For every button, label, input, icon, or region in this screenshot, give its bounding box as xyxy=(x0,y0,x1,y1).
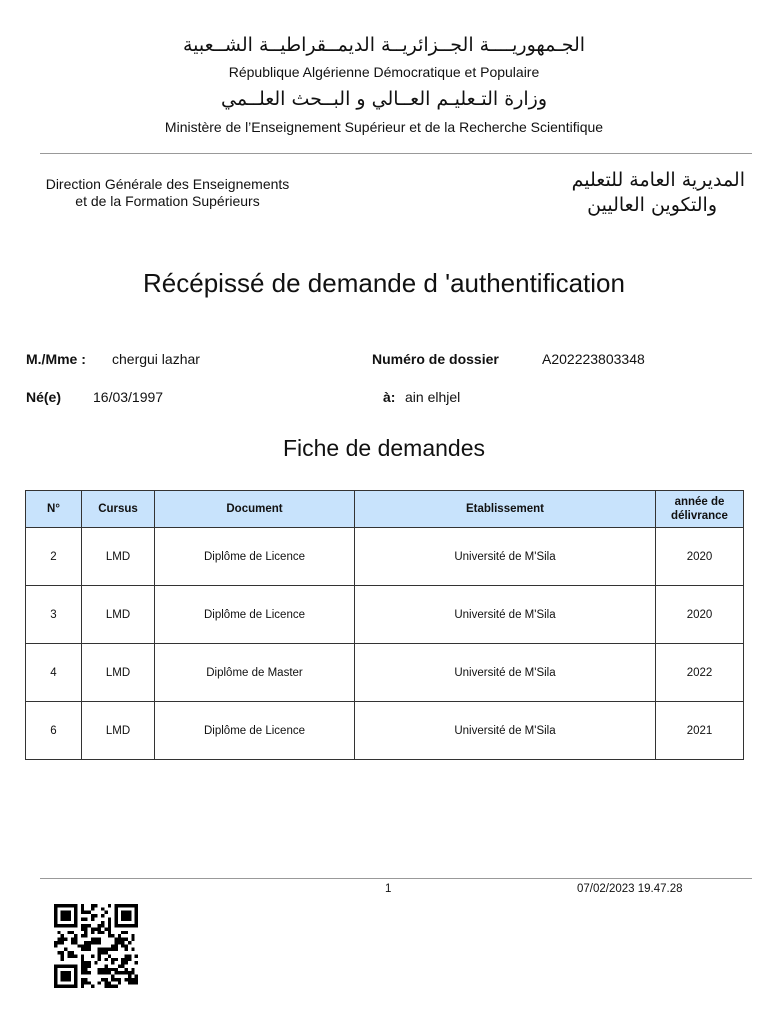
birth-place-label: à: xyxy=(383,389,396,405)
name-label: M./Mme : xyxy=(26,351,86,367)
cell-number: 3 xyxy=(26,586,82,644)
french-republic-heading: République Algérienne Démocratique et Populaire xyxy=(228,64,540,80)
header-annee-line-2: délivrance xyxy=(671,510,728,522)
cell-annee: 2022 xyxy=(656,644,744,702)
header-document: Document xyxy=(155,491,355,528)
cell-cursus: LMD xyxy=(82,528,155,586)
cell-cursus: LMD xyxy=(82,586,155,644)
header-etablissement: Etablissement xyxy=(355,491,656,528)
french-direction-line-1: Direction Générale des Enseignements xyxy=(45,176,290,192)
table-header-row xyxy=(26,491,744,528)
cell-document: Diplôme de Licence xyxy=(155,528,355,586)
cell-document: Diplôme de Licence xyxy=(155,702,355,760)
table-row xyxy=(26,528,744,586)
page-number: 1 xyxy=(385,883,392,895)
requests-section-title: Fiche de demandes xyxy=(282,435,485,461)
cell-annee: 2020 xyxy=(656,586,744,644)
french-ministry-heading: Ministère de l’Enseignement Supérieur et de la Recherche Scientifique xyxy=(164,119,604,135)
table-row xyxy=(26,702,744,760)
cell-cursus: LMD xyxy=(82,644,155,702)
arabic-republic-heading: الجـمهوريــــة الجــزائريــة الديمــقراطيــة الشــعبية xyxy=(182,34,586,56)
header-divider xyxy=(40,153,752,154)
cell-number: 6 xyxy=(26,702,82,760)
table-row xyxy=(26,586,744,644)
birth-date-value: 16/03/1997 xyxy=(93,389,164,405)
footer-divider xyxy=(40,878,752,879)
arabic-direction-block xyxy=(520,168,745,218)
cell-document: Diplôme de Master xyxy=(155,644,355,702)
cell-number: 2 xyxy=(26,528,82,586)
cell-etablissement: Université de M'Sila xyxy=(355,702,656,760)
arabic-ministry-heading: وزارة التـعليـم العــالي و البــحث العلــمي xyxy=(220,88,547,110)
cell-etablissement: Université de M'Sila xyxy=(355,528,656,586)
dossier-label: Numéro de dossier xyxy=(372,351,499,367)
french-direction-block xyxy=(20,176,315,210)
french-direction-line-2: et de la Formation Supérieurs xyxy=(75,193,260,209)
cell-annee: 2020 xyxy=(656,528,744,586)
header-annee xyxy=(656,491,744,528)
header-annee-line-1: année de xyxy=(674,496,725,508)
table-row xyxy=(26,644,744,702)
arabic-direction-line-2: والتكوين العاليين xyxy=(587,194,717,216)
requests-table xyxy=(25,490,744,760)
header-cursus: Cursus xyxy=(82,491,155,528)
arabic-direction-line-1: المديرية العامة للتعليم xyxy=(571,169,745,191)
cell-document: Diplôme de Licence xyxy=(155,586,355,644)
cell-number: 4 xyxy=(26,644,82,702)
name-value: chergui lazhar xyxy=(112,351,200,367)
print-timestamp: 07/02/2023 19.47.28 xyxy=(577,883,683,895)
qr-code-icon xyxy=(52,904,140,988)
dossier-value: A202223803348 xyxy=(542,351,645,367)
birth-date-label: Né(e) xyxy=(26,389,62,405)
header-number: N° xyxy=(26,491,82,528)
cell-annee: 2021 xyxy=(656,702,744,760)
cell-etablissement: Université de M'Sila xyxy=(355,586,656,644)
birth-place-value: ain elhjel xyxy=(405,389,461,405)
cell-etablissement: Université de M'Sila xyxy=(355,644,656,702)
cell-cursus: LMD xyxy=(82,702,155,760)
document-title: Récépissé de demande d 'authentification xyxy=(143,268,625,298)
